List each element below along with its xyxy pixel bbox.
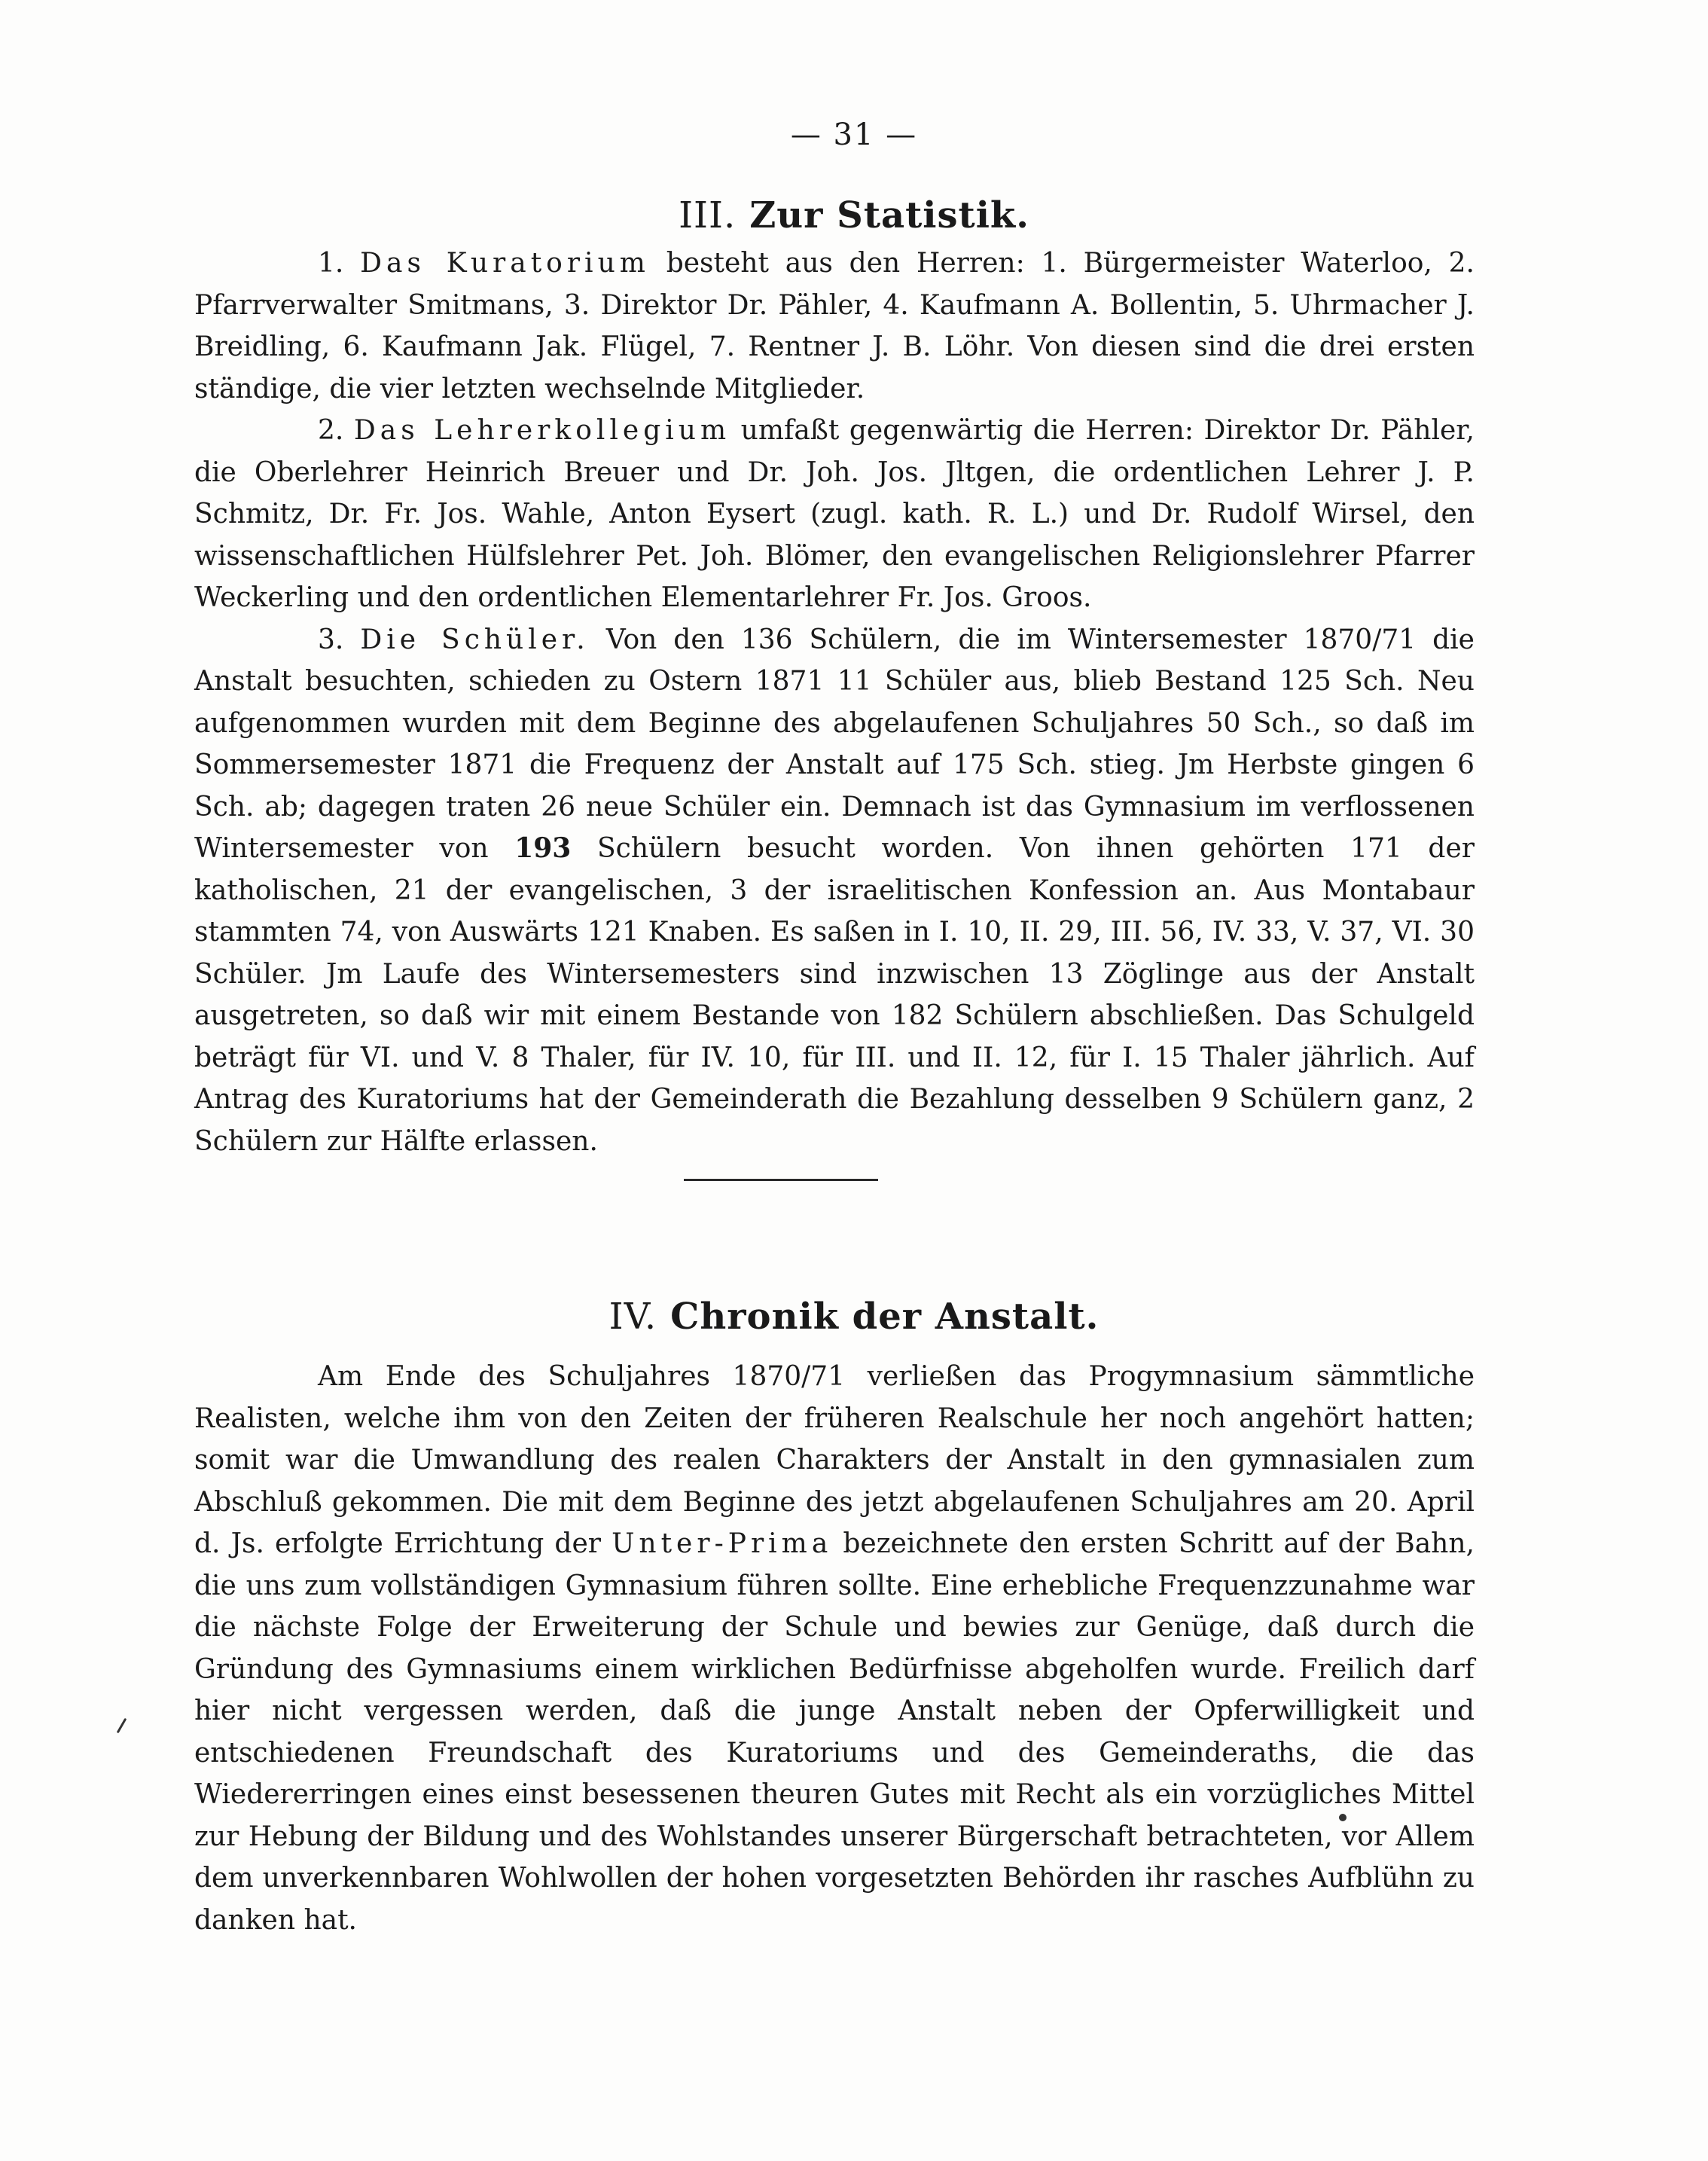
paragraph-chronik bbox=[194, 1356, 1475, 1941]
section-numeral: IV. bbox=[608, 1296, 657, 1338]
paragraph-text: Schülern besucht worden. Von ihnen gehörten 171 der katholischen, 21 der evangelischen, 3 der israelitischen Konfession an. Aus Montabaur stammten 74, von Auswärts 121 Knaben. Es saßen in I. 10, II. 29, III. 56, IV. 33, V. 37, VI. 30 Schüler. Jm Laufe des Wintersemesters sind inzwischen 13 Zöglinge aus der Anstalt ausgetreten, so daß wir mit einem Bestande von 182 Schülern abschließen. Das Schulgeld beträgt für VI. und V. 8 Thaler, für IV. 10, für III. und II. 12, für I. 15 Thaler jährlich. Auf Antrag des Kuratoriums hat der Gemeinderath die Bezahlung desselben 9 Schülern ganz, 2 Schülern zur Hälfte erlassen. bbox=[194, 833, 1475, 1157]
item-term: Das Lehrerkollegium bbox=[353, 415, 731, 446]
section-numeral: III. bbox=[679, 194, 737, 237]
item-term: Das Kuratorium bbox=[360, 248, 650, 279]
section-title: Zur Statistik. bbox=[749, 194, 1029, 237]
section-heading-chronik bbox=[0, 1296, 1708, 1338]
page-number: — 31 — bbox=[790, 118, 918, 152]
paragraph-text: Von den 136 Schülern, die im Wintersemester 1870/71 die Anstalt besuchten, schieden zu Ostern 1871 11 Schüler aus, blieb Bestand 125 Sch. Neu aufgenommen wurden mit dem Beginne des abgelaufenen Schuljahres 50 Sch., so daß im Sommersemester 1871 die Frequenz der Anstalt auf 175 Sch. stieg. Jm Herbste gingen 6 Sch. ab; dagegen traten 26 neue Schüler ein. Demnach ist das Gymnasium im verflossenen Wintersemester von bbox=[194, 624, 1475, 864]
bold-number: 193 bbox=[514, 832, 572, 864]
paragraph-text: besteht aus den Herren: 1. Bürgermeister Waterloo, 2. Pfarrverwalter Smitmans, 3. Direktor Dr. Pähler, 4. Kaufmann A. Bollentin, 5. Uhrmacher J. Breidling, 6. Kaufmann Jak. Flügel, 7. Rentner J. B. Löhr. Von diesen sind die drei ersten ständige, die vier letzten wechselnde Mitglieder. bbox=[194, 248, 1475, 404]
section-statistics bbox=[194, 243, 1475, 1162]
paragraph-text: bezeichnete den ersten Schritt auf der Bahn, die uns zum vollständigen Gymnasium führen sollte. Eine erhebliche Frequenzzunahme war die nächste Folge der Erweiterung der Schule und bewies zur Genüge, daß durch die Gründung des Gymnasiums einem wirklichen Bedürfnisse abgeholfen wurde. Freilich darf hier nicht vergessen werden, daß die junge Anstalt neben der Opferwilligkeit und entschiedenen Freundschaft des Kuratoriums und des Gemeinderaths, die das Wiedererringen eines einst besessenen theuren Gutes mit Recht als ein vorzügliches Mittel zur Hebung der Bildung und des Wohlstandes unserer Bürgerschaft betrachteten, vor Allem dem unverkennbaren Wohlwollen der hohen vorgesetzten Behörden ihr rasches Aufblühn zu danken hat. bbox=[194, 1528, 1475, 1936]
item-term: Die Schüler. bbox=[360, 624, 590, 655]
paragraph-text: Am Ende des Schuljahres 1870/71 verließen das Progymnasium sämmtliche Realisten, welche ihm von den Zeiten der früheren Realschule her noch angehört hatten; somit war die Umwandlung des realen Charakters der Anstalt in den gymnasialen zum Abschluß gekommen. Die mit dem Beginne des jetzt abgelaufenen Schuljahres am 20. April d. Js. erfolgte Errichtung der bbox=[194, 1361, 1475, 1559]
item-number: 2. bbox=[318, 415, 344, 446]
paragraph-text: umfaßt gegenwärtig die Herren: Direktor Dr. Pähler, die Oberlehrer Heinrich Breuer und Dr. Joh. Jos. Jltgen, die ordentlichen Lehrer J. P. Schmitz, Dr. Fr. Jos. Wahle, Anton Eysert (zugl. kath. R. L.) und Dr. Rudolf Wirsel, den wissenschaftlichen Hülfslehrer Pet. Joh. Blömer, den evangelischen Religionslehrer Pfarrer Weckerling und den ordentlichen Elementarlehrer Fr. Jos. Groos. bbox=[194, 415, 1475, 613]
paragraph-schueler bbox=[194, 619, 1475, 1163]
paragraph-kuratorium bbox=[194, 243, 1475, 410]
section-heading-statistics bbox=[0, 194, 1708, 237]
item-number: 1. bbox=[318, 248, 344, 279]
item-number: 3. bbox=[318, 624, 344, 655]
section-divider bbox=[684, 1179, 878, 1181]
scan-speck bbox=[1339, 1814, 1347, 1821]
section-chronik bbox=[194, 1356, 1475, 1941]
section-title: Chronik der Anstalt. bbox=[670, 1296, 1100, 1338]
scan-mark bbox=[117, 1718, 127, 1734]
item-term: Unter-Prima bbox=[612, 1528, 833, 1559]
paragraph-lehrerkollegium bbox=[194, 410, 1475, 619]
